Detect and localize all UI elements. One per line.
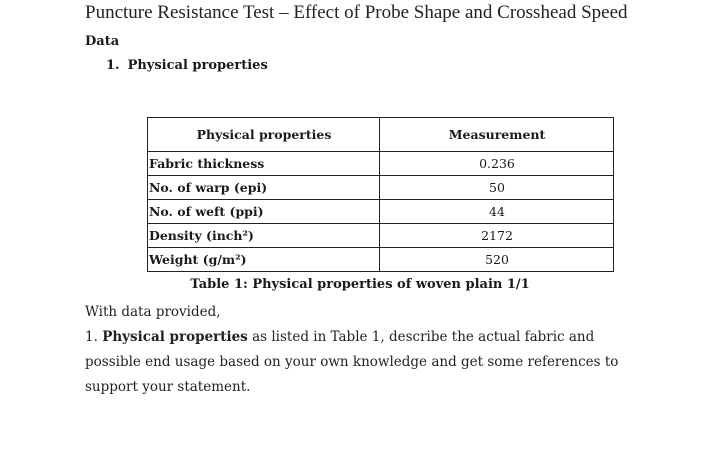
intro-paragraph: With data provided, (85, 304, 221, 320)
question-paragraph (85, 325, 645, 400)
table-row (148, 176, 614, 200)
table-row (148, 152, 614, 176)
table-row (148, 200, 614, 224)
table-caption-text: Table 1: Physical properties of woven plain 1/1 (190, 277, 530, 292)
table-header-cell: Physical properties (148, 118, 380, 152)
property-cell: Density (inch²) (148, 224, 380, 248)
table-row (148, 248, 614, 272)
measurement-cell: 50 (380, 176, 614, 200)
question-number: 1. (85, 329, 98, 345)
measurement-cell: 0.236 (380, 152, 614, 176)
table-header-cell: Measurement (380, 118, 614, 152)
property-cell: No. of warp (epi) (148, 176, 380, 200)
property-cell: Weight (g/m²) (148, 248, 380, 272)
subsection-number: 1. (106, 58, 120, 73)
physical-properties-table (147, 117, 614, 272)
document-title: Puncture Resistance Test – Effect of Probe Shape and Crosshead Speed (85, 2, 628, 23)
property-cell: No. of weft (ppi) (148, 200, 380, 224)
measurement-cell: 44 (380, 200, 614, 224)
measurement-cell: 520 (380, 248, 614, 272)
table-caption (0, 277, 720, 292)
table-row (148, 224, 614, 248)
table-header-row (148, 118, 614, 152)
subsection-label: Physical properties (127, 58, 268, 73)
body-text (85, 300, 645, 400)
property-cell: Fabric thickness (148, 152, 380, 176)
question-bold: Physical properties (102, 329, 248, 345)
section-heading: Data (85, 34, 120, 49)
measurement-cell: 2172 (380, 224, 614, 248)
subsection-heading (106, 58, 268, 73)
question-text: as listed in Table 1, describe the actual fabric and possible end usage based on your own knowledge and get some references to support your statement. (85, 329, 619, 395)
